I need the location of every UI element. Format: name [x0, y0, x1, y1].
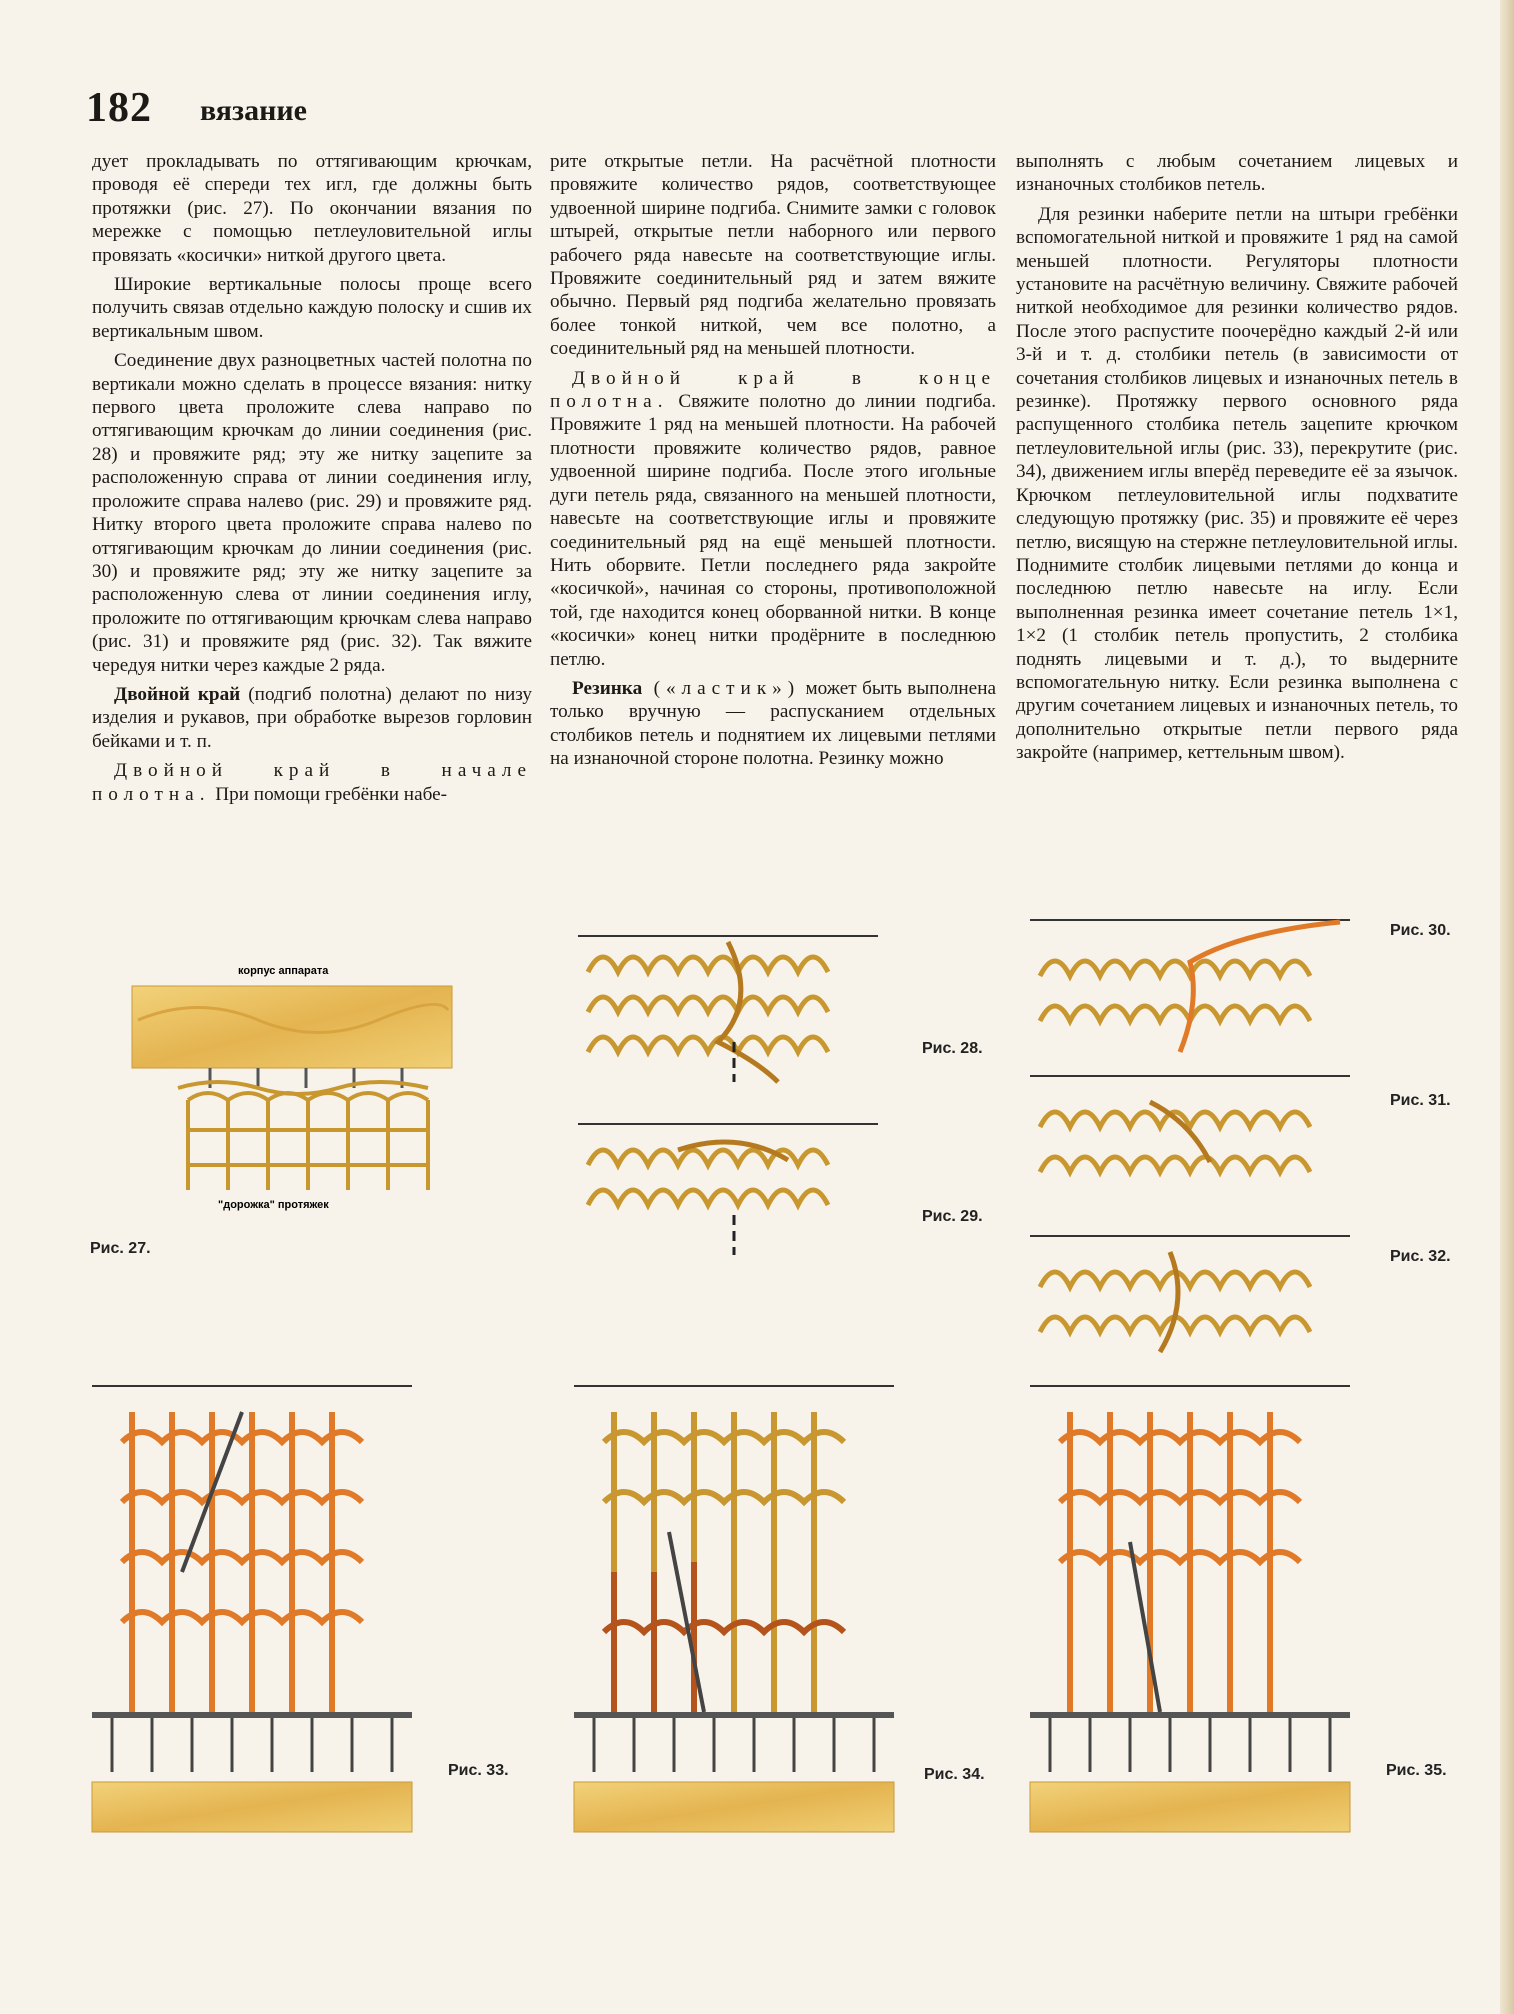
paragraph-text: (подгиб полотна) делают по низу изделия и рукавов, при обработке вырезов горловин бейками и т. п. [92, 683, 532, 752]
subheading: Двойной край в начале полотна. [92, 760, 532, 805]
figure-35 [1030, 1382, 1360, 1842]
figure-32-caption: Рис. 32. [1390, 1248, 1451, 1265]
paragraph: выполнять с любым сочетанием лицевых и изнаночных столбиков петель. [1016, 151, 1458, 196]
paragraph: Широкие вертикальные полосы проще всего получить связав отдельно каждую полоску и сшив их вертикальным швом. [92, 274, 532, 342]
term-alias: («ластик») [642, 677, 801, 699]
section-title: вязание [200, 94, 307, 127]
figure-29 [578, 1120, 898, 1260]
figure-34-caption: Рис. 34. [924, 1766, 985, 1783]
paragraph [92, 759, 532, 806]
paragraph: Для резинки наберите петли на штыри гребёнки вспомогательной ниткой и провяжите 1 ряд на самой меньшей плотности. Регуляторы плотности установите на расчётную величину. Свяжите рабочей ниткой необходимое для резинки количество рядов. После этого распустите поочерёдно каждый 2-й или 3-й и т. д. столбики петель (в зависимости от сочетания столбиков лицевых и изнаночных петель в резинке). Протяжку первого основного ряда распущенного столбика петель зацепите крючком петлеуловительной иглы (рис. 33), перекрутите (рис. 34), движением иглы вперёд переведите её за язычок. Крючком петлеуловительной иглы подхватите следующую протяжку (рис. 35) и провяжите её через петлю, висящую на стержне петлеуловительной иглы. Поднимите столбик лицевыми петлями до конца и последнюю петлю навесьте на иглу. Если выполненная резинка имеет сочетание петель 1×1, 1×2 (1 столбик петель пропустить, 2 столбика поднять лицевыми и т. д.), то выдерните вспомогательную нитку. Если резинка выполнена с другим сочетанием лицевых и изнаночных петель, то дополнительно открытые петли первого ряда закройте (например, кеттельным швом). [1016, 203, 1458, 764]
figure-27 [128, 960, 468, 1220]
figure-28-caption: Рис. 28. [922, 1040, 983, 1057]
paragraph-text: может быть выполнена только вручную — распусканием отдельных столбиков петель и поднятием их лицевыми петлями на изнаночной стороне полотна. Резинку можно [550, 677, 996, 770]
figure-34 [574, 1382, 904, 1842]
label-float-path: "дорожка" протяжек [218, 1199, 329, 1211]
text-column-1 [92, 150, 532, 812]
text-column-3 [1016, 150, 1458, 771]
paragraph-text: При помощи гребёнки набе- [210, 783, 447, 805]
figure-30-caption: Рис. 30. [1390, 922, 1451, 939]
paragraph [550, 677, 996, 771]
figure-27-caption: Рис. 27. [90, 1240, 151, 1257]
paragraph [92, 683, 532, 753]
page-number: 182 [86, 85, 152, 131]
figure-32 [1030, 1232, 1350, 1362]
figure-28 [578, 932, 898, 1082]
figure-33 [92, 1382, 422, 1842]
figure-30 [1030, 916, 1350, 1066]
label-machine-body: корпус аппарата [238, 965, 329, 977]
latch-needle [1130, 1542, 1160, 1712]
figure-35-caption: Рис. 35. [1386, 1762, 1447, 1779]
paragraph [550, 367, 996, 671]
paragraph: Соединение двух разноцветных частей полотна по вертикали можно сделать в процессе вязания: нитку первого цвета проложите слева направо по оттягивающим крючкам до линии соединения (рис. 28) и провяжите ряд; эту же нитку зацепите за расположенную справа от линии соединения иглу, проложите справа налево (рис. 29) и провяжите ряд. Нитку второго цвета проложите справа налево по оттягивающим крючкам до линии соединения (рис. 30) и провяжите ряд; эту же нитку зацепите за расположенную слева от линии соединения иглу, проложите по оттягивающим крючкам слева направо (рис. 31) и провяжите ряд (рис. 32). Так вяжите чередуя нитки через каждые 2 ряда. [92, 350, 532, 676]
page-edge [1500, 0, 1514, 2014]
paragraph: дует прокладывать по оттягивающим крючкам, проводя её спереди тех игл, где должны быть протяжки (рис. 27). По окончании вязания по мережке с помощью петлеуловительной иглы провязать «косички» ниткой другого цвета. [92, 151, 532, 266]
subheading: Двойной край в конце полотна. [550, 367, 996, 413]
machine-body-wood [132, 986, 452, 1068]
loop-grid [188, 1093, 428, 1190]
term: Двойной край [114, 683, 241, 705]
figure-31-caption: Рис. 31. [1390, 1092, 1451, 1109]
paragraph: рите открытые петли. На расчётной плотности провяжите количество рядов, соответствующее удвоенной ширине подгиба. Снимите замки с головок штырей, открытые петли наборного или первого рабочего ряда навесьте на соответствующие иглы. Провяжите соединительный ряд и затем вяжите обычно. Первый ряд подгиба желательно провязать более тонкой ниткой, чем все полотно, а соединительный ряд на меньшей плотности. [550, 151, 996, 360]
paragraph-text: Свяжите полотно до линии подгиба. Провяжите 1 ряд на меньшей плотности. На рабочей плотности провяжите количество рядов, равное удвоенной ширине подгиба. После этого игольные дуги петель ряда, связанного на меньшей плотности, навесьте на соответствующие иглы и провяжите соединительный ряд на ещё меньшей плотности. Нить оборвите. Петли последнего ряда закройте «косичкой», начиная со стороны, противоположной той, где находится конец оборванной нитки. В конце «косички» конец нитки продёрните в последнюю петлю. [550, 391, 996, 670]
figure-29-caption: Рис. 29. [922, 1208, 983, 1225]
term: Резинка [572, 677, 643, 699]
figure-31 [1030, 1072, 1350, 1222]
figure-33-caption: Рис. 33. [448, 1762, 509, 1779]
text-column-2 [550, 150, 996, 777]
